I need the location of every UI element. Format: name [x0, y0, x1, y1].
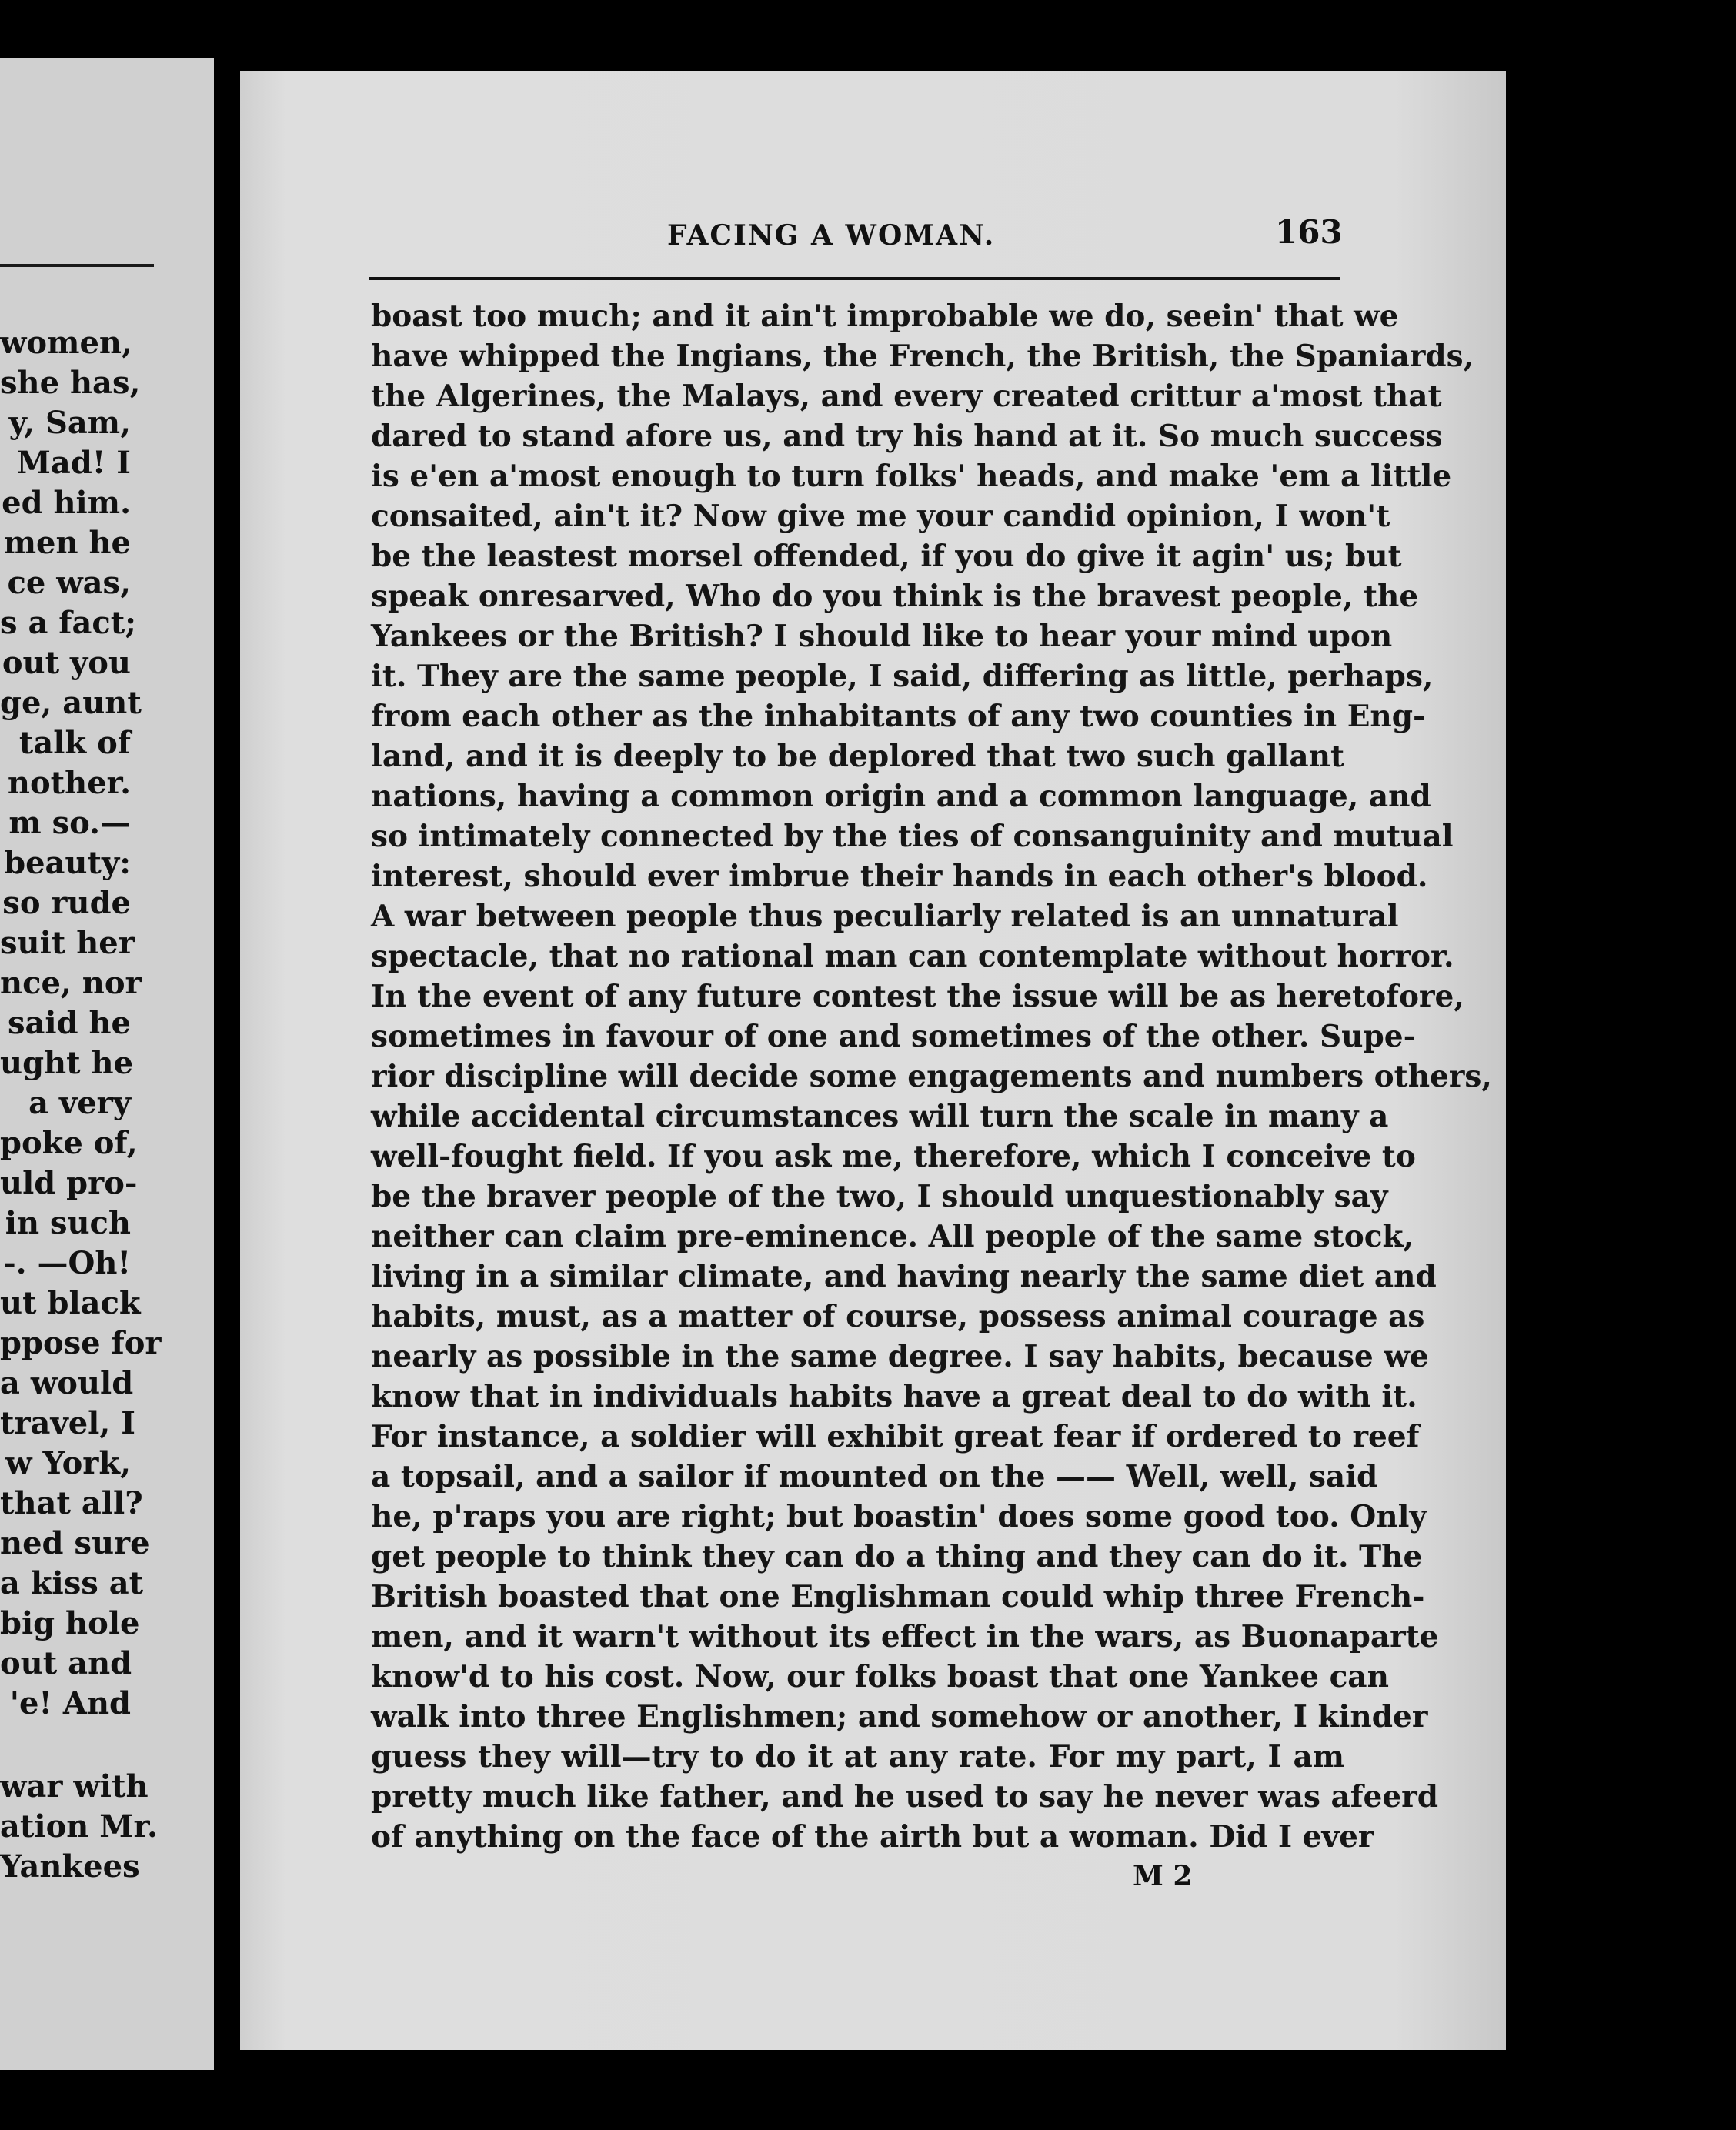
body-text — [371, 296, 1492, 1857]
signature-mark: M 2 — [1133, 1860, 1193, 1892]
left-text-line: a kiss at — [0, 1565, 144, 1601]
text-line: so intimately connected by the ties of consanguinity and mutual — [371, 819, 1454, 854]
head-rule — [369, 277, 1340, 280]
left-head-rule — [0, 264, 154, 267]
text-line: habits, must, as a matter of course, possess animal courage as — [371, 1299, 1425, 1334]
left-text-block — [0, 323, 162, 1887]
text-line: dared to stand afore us, and try his hand at it. So much success — [371, 419, 1443, 454]
left-text-line: ppose for — [0, 1325, 162, 1361]
left-text-line: Yankees — [0, 1848, 140, 1885]
left-text-line: a very — [28, 1085, 131, 1121]
left-text-line: ge, aunt — [0, 685, 142, 721]
left-text-line: travel, I — [0, 1405, 135, 1441]
text-line: consaited, ain't it? Now give me your candid opinion, I won't — [371, 499, 1390, 534]
text-line: nearly as possible in the same degree. I say habits, because we — [371, 1339, 1429, 1374]
right-page — [240, 71, 1506, 2050]
left-text-line: 'e! And — [9, 1685, 131, 1721]
left-text-line: talk of — [18, 725, 131, 761]
text-line: walk into three Englishmen; and somehow or another, I kinder — [371, 1699, 1428, 1734]
text-line: get people to think they can do a thing and they can do it. The — [371, 1539, 1423, 1574]
left-text-line: beauty: — [4, 845, 131, 881]
text-line: For instance, a soldier will exhibit great fear if ordered to reef — [371, 1419, 1420, 1454]
text-line: be the leastest morsel offended, if you do give it agin' us; but — [371, 539, 1402, 574]
left-text-line: w York, — [5, 1445, 131, 1481]
left-text-line — [0, 1724, 131, 1767]
left-text-line: in such — [5, 1205, 131, 1241]
left-text-line: ught he — [0, 1045, 134, 1081]
text-line: men, and it warn't without its effect in the wars, as Buonaparte — [371, 1619, 1439, 1654]
left-text-line: big hole — [0, 1605, 140, 1641]
left-text-line: ce was, — [7, 565, 131, 601]
text-line: British boasted that one Englishman could whip three French- — [371, 1579, 1425, 1614]
text-line: it. They are the same people, I said, differing as little, perhaps, — [371, 659, 1434, 694]
running-head: FACING A WOMAN. — [667, 219, 996, 252]
left-text-line: so rude — [2, 885, 131, 921]
left-text-line: she has, — [0, 365, 141, 401]
text-line: the Algerines, the Malays, and every created crittur a'most that — [371, 379, 1442, 414]
text-line: nations, having a common origin and a common language, and — [371, 779, 1431, 814]
left-text-line: nother. — [7, 765, 131, 801]
left-text-line: out and — [0, 1645, 132, 1681]
text-line: land, and it is deeply to be deplored that two such gallant — [371, 739, 1344, 774]
text-line: living in a similar climate, and having nearly the same diet and — [371, 1259, 1437, 1294]
left-text-line: ation Mr. — [0, 1808, 158, 1845]
text-line: neither can claim pre-eminence. All people of the same stock, — [371, 1219, 1414, 1254]
left-text-line: nce, nor — [0, 965, 142, 1001]
text-line: interest, should ever imbrue their hands in each other's blood. — [371, 859, 1428, 894]
left-text-line: -. —Oh! — [3, 1245, 131, 1281]
left-text-line: out you — [2, 645, 131, 681]
text-line: have whipped the Ingians, the French, the British, the Spaniards, — [371, 339, 1474, 374]
left-text-line: ut black — [0, 1285, 141, 1321]
left-text-line: suit her — [0, 925, 135, 961]
text-line: from each other as the inhabitants of any two counties in Eng- — [371, 699, 1426, 734]
left-text-line: ned sure — [0, 1525, 150, 1561]
text-line: know that in individuals habits have a great deal to do with it. — [371, 1379, 1417, 1414]
text-line: speak onresarved, Who do you think is the bravest people, the — [371, 579, 1419, 614]
text-line: guess they will—try to do it at any rate. For my part, I am — [371, 1739, 1344, 1774]
text-line: rior discipline will decide some engagements and numbers others, — [371, 1059, 1492, 1094]
text-line: boast too much; and it ain't improbable we do, seein' that we — [371, 299, 1399, 334]
left-text-line: s a fact; — [0, 605, 137, 641]
left-text-line: women, — [0, 325, 132, 361]
left-text-line: a would — [0, 1365, 134, 1401]
text-line: while accidental circumstances will turn the scale in many a — [371, 1099, 1389, 1134]
left-text-line: y, Sam, — [8, 405, 131, 441]
left-page — [0, 58, 214, 2070]
book-gutter — [214, 46, 240, 2062]
left-text-line: uld pro- — [0, 1165, 138, 1201]
text-line: spectacle, that no rational man can contemplate without horror. — [371, 939, 1454, 974]
text-line: well-fought field. If you ask me, therefore, which I conceive to — [371, 1139, 1416, 1174]
text-line: know'd to his cost. Now, our folks boast that one Yankee can — [371, 1659, 1389, 1694]
left-text-line: war with — [0, 1768, 149, 1804]
text-line: a topsail, and a sailor if mounted on the —— Well, well, said — [371, 1459, 1378, 1494]
left-text-line: ed him. — [2, 485, 131, 521]
text-line: be the braver people of the two, I should unquestionably say — [371, 1179, 1388, 1214]
text-line: A war between people thus peculiarly related is an unnatural — [371, 899, 1399, 934]
page-number: 163 — [1275, 213, 1343, 251]
left-text-line: Mad! I — [16, 445, 131, 481]
left-text-line: m so.— — [8, 805, 131, 841]
text-line: In the event of any future contest the issue will be as heretofore, — [371, 979, 1464, 1014]
text-line: of anything on the face of the airth but a woman. Did I ever — [371, 1819, 1374, 1855]
left-text-line: men he — [3, 525, 131, 561]
left-text-line: that all? — [0, 1485, 143, 1521]
text-line: is e'en a'most enough to turn folks' heads, and make 'em a little — [371, 459, 1452, 494]
left-text-line: poke of, — [0, 1125, 138, 1161]
left-text-line: said he — [7, 1005, 131, 1041]
text-line: Yankees or the British? I should like to hear your mind upon — [371, 619, 1393, 654]
text-line: pretty much like father, and he used to say he never was afeerd — [371, 1779, 1438, 1815]
text-line: he, p'raps you are right; but boastin' does some good too. Only — [371, 1499, 1427, 1534]
text-line: sometimes in favour of one and sometimes of the other. Supe- — [371, 1019, 1416, 1054]
